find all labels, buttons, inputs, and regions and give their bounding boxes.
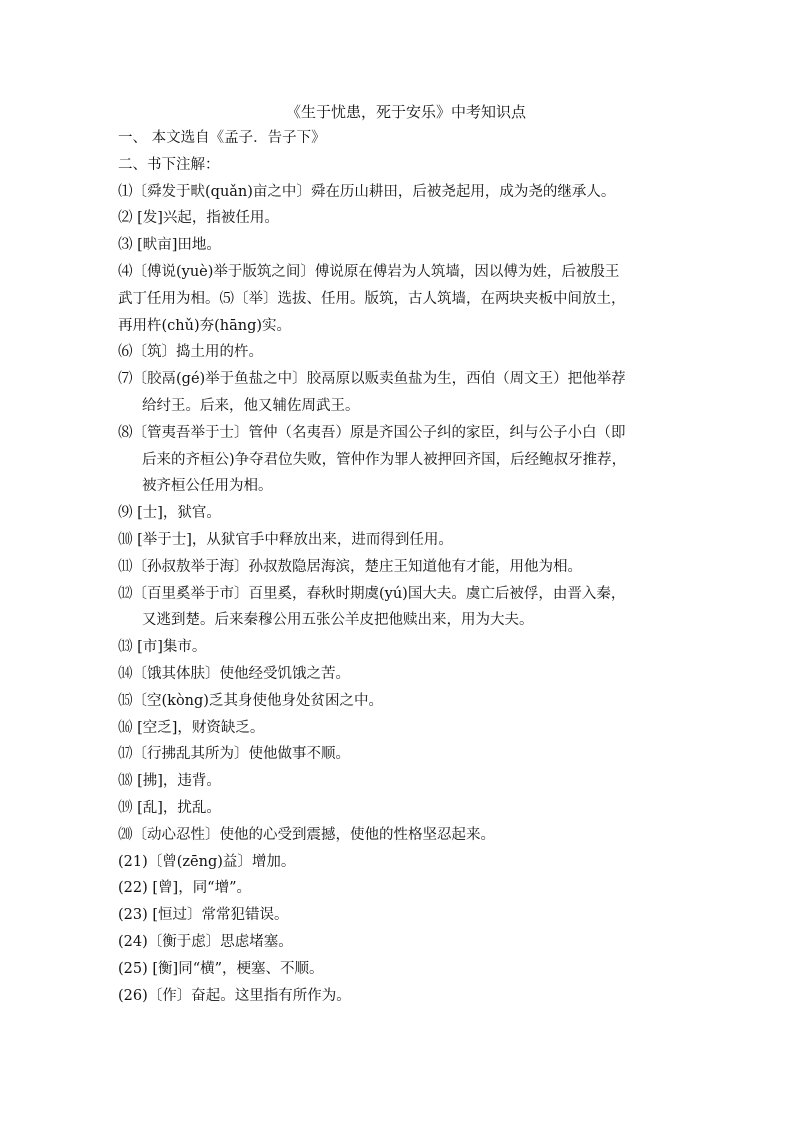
document-line: ⑼ [士]，狱官。 [118, 505, 221, 522]
document-line: (23) [恒过〕常常犯错误。 [118, 907, 289, 924]
document-line: 给纣王。后来，他又辅佐周武王。 [142, 397, 360, 414]
document-line: ⒅ [拂]，违背。 [118, 773, 221, 790]
document-line: ⒃ [空乏]，财资缺乏。 [118, 719, 265, 736]
document-line: 二、书下注解： [118, 156, 220, 173]
document-line: ⑾〔孙叔敖举于海〕孙叔敖隐居海滨，楚庄王知道他有才能，用他为相。 [118, 558, 582, 575]
document-line: 又逃到楚。后来秦穆公用五张公羊皮把他赎出来，用为大夫。 [142, 612, 534, 629]
document-line: ⒆ [乱]，扰乱。 [118, 799, 221, 816]
document-content [118, 99, 684, 1009]
document-line: ⑵ [发]兴起，指被任用。 [118, 210, 279, 227]
document-line: ⑴〔舜发于畎(quǎn)亩之中〕舜在历山耕田，后被尧起用，成为尧的继承人。 [118, 183, 616, 200]
document-line: (26)〔作〕奋起。这里指有所作为。 [118, 987, 351, 1004]
document-line: ⑽ [举于士]，从狱官手中释放出来，进而得到任用。 [118, 531, 453, 548]
document-line: 后来的齐桓公)争夺君位失败，管仲作为罪人被押回齐国，后经鲍叔牙推荐， [142, 451, 627, 468]
document-body [118, 125, 684, 1009]
document-line: ⑿〔百里奚举于市〕百里奚，春秋时期虞(yú)国大夫。虞亡后被俘，由晋入秦， [118, 585, 626, 602]
document-line: ⒀ [市]集市。 [118, 639, 207, 656]
document-line: (25) [衡]同“横”，梗塞、不顺。 [118, 960, 324, 977]
document-line: ⒇〔动心忍性〕使他的心受到震撼，使他的性格坚忍起来。 [118, 826, 495, 843]
document-line: ⑹〔筑〕捣土用的杵。 [118, 344, 263, 361]
document-line: ⑺〔胶鬲(gé)举于鱼盐之中〕胶鬲原以贩卖鱼盐为生，西伯（周文王）把他举荐 [118, 371, 626, 388]
document-line: ⒂〔空(kòng)乏其身使他身处贫困之中。 [118, 692, 383, 709]
document-line: ⒄〔行拂乱其所为〕使他做事不顺。 [118, 746, 350, 763]
document-line: ⑻〔管夷吾举于士〕管仲（名夷吾）原是齐国公子纠的家臣，纠与公子小白（即 [118, 424, 626, 441]
document-line: 一、 本文选自《孟子．告子下》 [118, 130, 326, 146]
document-title: 《生于忧患，死于安乐》中考知识点 [285, 103, 526, 121]
document-line: (21)〔曾(zēng)益〕增加。 [118, 853, 296, 870]
document-line: ⑶ [畎亩]田地。 [118, 237, 221, 254]
document-line: 武丁任用为相。⑸〔举〕选拔、任用。版筑，古人筑墙，在两块夹板中间放土， [118, 290, 626, 307]
document-line: (24)〔衡于虑〕思虑堵塞。 [118, 933, 293, 950]
document-line: ⑷〔傅说(yuè)举于版筑之间〕傅说原在傅岩为人筑墙，因以傅为姓，后被殷王 [118, 263, 620, 280]
document-line: ⒁〔饿其体肤〕使他经受饥饿之苦。 [118, 665, 350, 682]
document-line: 再用杵(chǔ)夯(hāng)实。 [118, 317, 292, 334]
document-line: 被齐桓公任用为相。 [142, 478, 273, 495]
document-line: (22) [曾]，同“增”。 [118, 880, 252, 897]
